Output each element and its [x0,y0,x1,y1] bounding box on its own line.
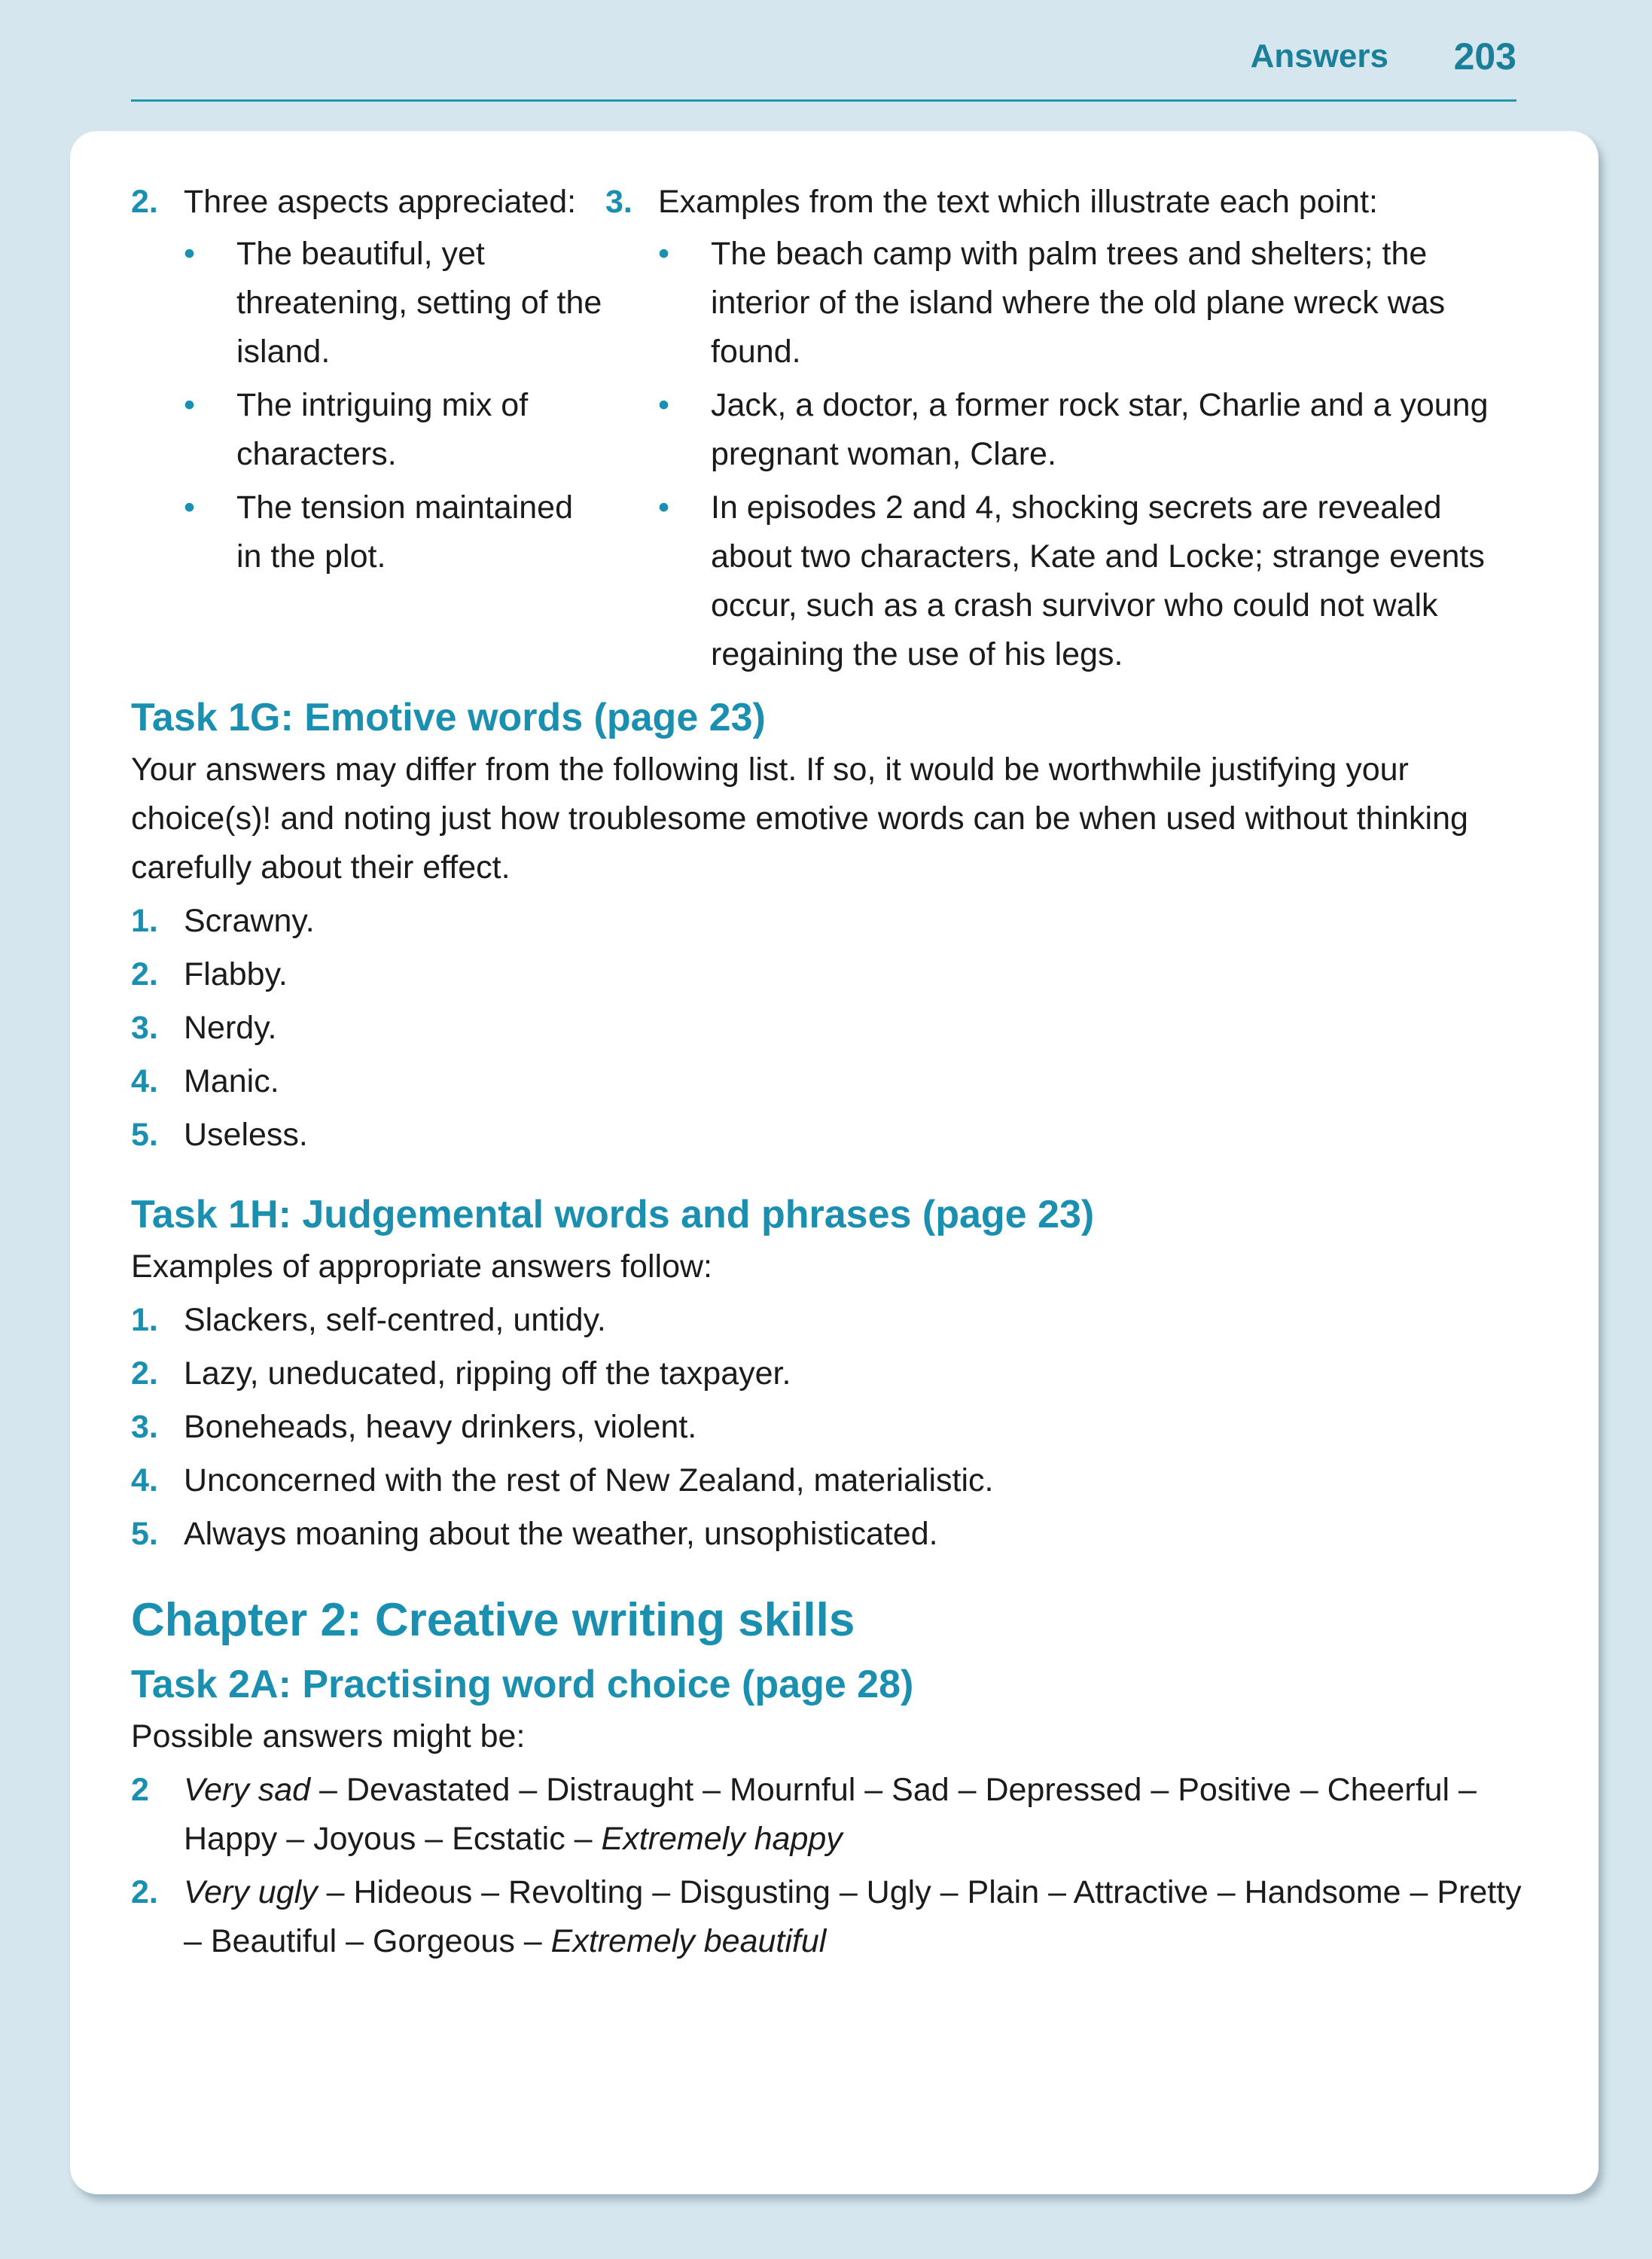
item-text: Manic. [184,1063,279,1099]
bullet-list [605,230,1524,679]
item-text: Examples from the text which illustrate each point: [658,184,1378,220]
running-header [131,33,1516,102]
bullet-item: • Jack, a doctor, a former rock star, Charlie and a young pregnant woman, Clare. [658,381,1524,479]
column-left [131,178,605,684]
item-text [184,1766,1524,1864]
scale-end: Extremely happy [601,1821,843,1857]
scale-end: Extremely beautiful [550,1923,827,1959]
column-right [605,178,1524,684]
item-number: 1. [131,903,158,939]
list-item [131,1403,1524,1452]
list-item [131,1296,1524,1345]
item-number: 4. [131,1462,158,1498]
item-text: Three aspects appreciated: [184,184,577,220]
page-content [131,178,1524,1966]
section-title: Answers [1250,38,1388,75]
chapter-heading: Chapter 2: Creative writing skills [131,1594,855,1646]
bullet-item: • The tension maintained in the plot. [184,483,605,581]
item-text [184,1868,1524,1966]
item-text: Scrawny. [184,903,315,939]
bullet-list [131,230,605,581]
bullet-item: • The intriguing mix of characters. [184,381,605,479]
list-item [605,178,1524,227]
bullet-item: • The beach camp with palm trees and shelters; the interior of the island where the old plane wreck was found. [658,230,1524,376]
item-text: Slackers, self-centred, untidy. [184,1302,606,1338]
list-item [131,1004,1524,1053]
item-text: Lazy, uneducated, ripping off the taxpayer. [184,1355,791,1392]
item-number: 3. [605,184,632,220]
task-heading: Task 1G: Emotive words (page 23) [131,696,766,739]
list-item [131,950,1524,999]
answer-list [131,1296,1524,1559]
task-intro: Examples of appropriate answers follow: [131,1248,712,1285]
list-item [131,1868,1524,1966]
list-item [131,1349,1524,1398]
list-item [131,1766,1524,1864]
answer-list [131,1766,1524,1966]
item-number: 4. [131,1063,158,1099]
list-item [131,1111,1524,1160]
item-text: Useless. [184,1117,308,1153]
bullet-item: • In episodes 2 and 4, shocking secrets are revealed about two characters, Kate and Locke; strange events occur, such as a crash survivor who could not walk regaining the use of his legs. [658,483,1524,679]
item-number: 3. [131,1010,158,1046]
scale-start: Very ugly [184,1874,318,1910]
list-item [131,178,605,227]
intro-columns [131,178,1524,684]
item-number: 5. [131,1117,158,1153]
task-heading: Task 1H: Judgemental words and phrases (page 23) [131,1193,1095,1236]
item-text: Flabby. [184,956,288,992]
bullet-item: • The beautiful, yet threatening, setting of the island. [184,230,605,376]
scale-words: – Hideous – Revolting – Disgusting – Ugly – Plain – Attractive – Handsome – Pretty – Beautiful – Gorgeous – [184,1874,1522,1959]
scale-start: Very sad [184,1772,311,1808]
list-item [131,1510,1524,1559]
item-number: 1. [131,1302,158,1338]
item-number: 3. [131,1409,158,1445]
answer-list [131,897,1524,1160]
task-intro: Possible answers might be: [131,1718,526,1754]
task-intro: Your answers may differ from the following list. If so, it would be worthwhile justifying your choice(s)! and noting just how troublesome emotive words can be when used without thinking carefully about their effect. [131,751,1468,886]
item-text: Boneheads, heavy drinkers, violent. [184,1409,697,1445]
item-number: 2. [131,956,158,992]
item-text: Always moaning about the weather, unsophisticated. [184,1516,938,1552]
task-heading: Task 2A: Practising word choice (page 28) [131,1663,914,1706]
page-number: 203 [1453,35,1516,78]
scale-words: – Devastated – Distraught – Mournful – Sad – Depressed – Positive – Cheerful – Happy – Joyous – Ecstatic – [184,1772,1477,1857]
item-number: 5. [131,1516,158,1552]
item-number: 2. [131,1874,158,1910]
list-item [131,897,1524,946]
item-text: Unconcerned with the rest of New Zealand, materialistic. [184,1462,994,1498]
item-number: 2. [131,184,158,220]
item-number: 2. [131,1355,158,1392]
item-number: 2 [131,1772,149,1808]
list-item [131,1456,1524,1505]
item-text: Nerdy. [184,1010,277,1046]
list-item [131,1057,1524,1106]
